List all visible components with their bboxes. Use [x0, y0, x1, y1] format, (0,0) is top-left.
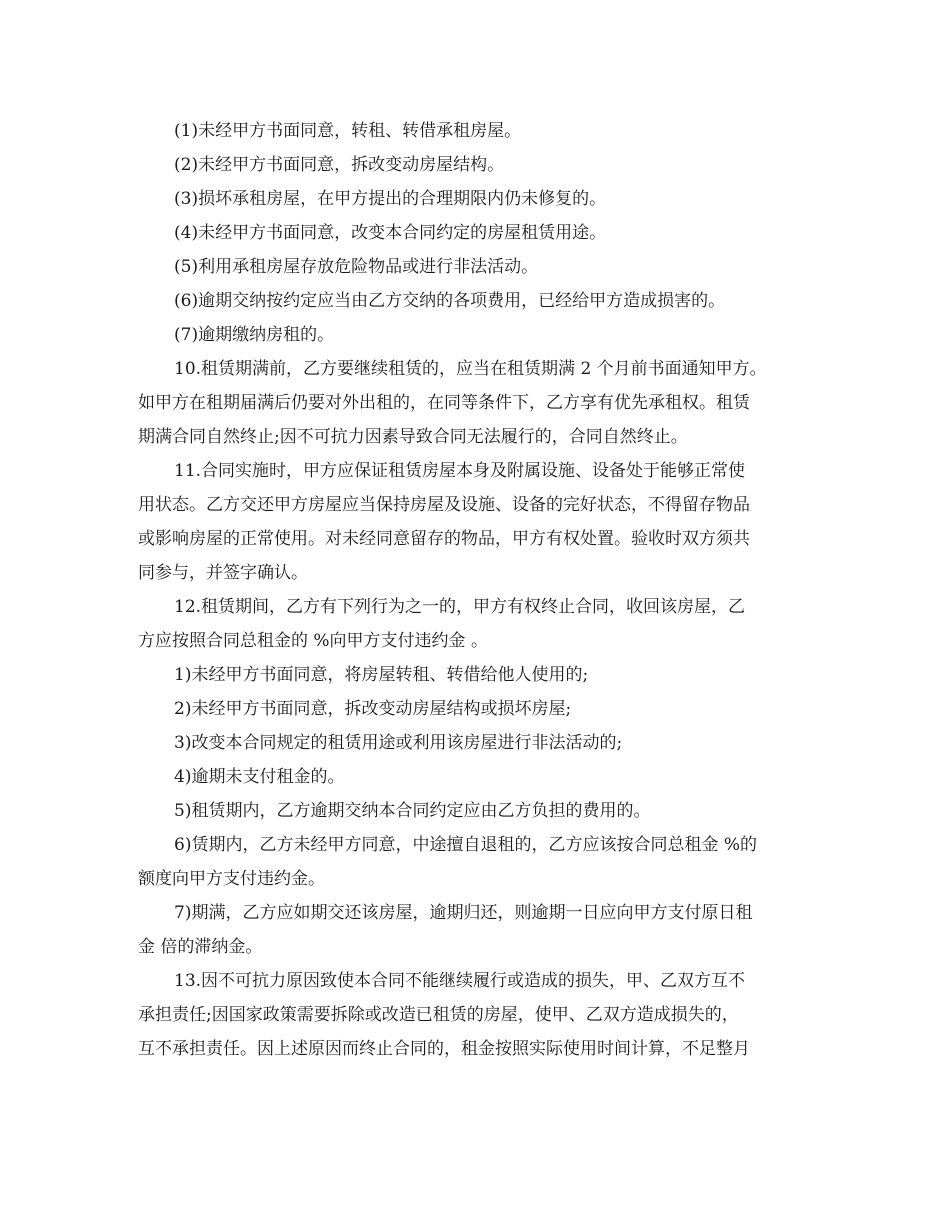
text-line: (4)未经甲方书面同意，改变本合同约定的房屋租赁用途。 [174, 223, 607, 243]
text-line: 1)未经甲方书面同意，将房屋转租、转借给他人使用的; [174, 665, 589, 685]
text-line: 或影响房屋的正常使用。对未经同意留存的物品，甲方有权处置。验收时双方须共 [138, 529, 750, 549]
text-line: 同参与，并签字确认。 [138, 563, 308, 583]
text-line: 用状态。乙方交还甲方房屋应当保持房屋及设施、设备的完好状态，不得留存物品 [138, 495, 750, 515]
text-line: (5)利用承租房屋存放危险物品或进行非法活动。 [174, 257, 539, 277]
text-line: (7)逾期缴纳房租的。 [174, 325, 335, 345]
text-line: 互不承担责任。因上述原因而终止合同的，租金按照实际使用时间计算，不足整月 [138, 1039, 750, 1059]
text-line: 如甲方在租期届满后仍要对外出租的，在同等条件下，乙方享有优先承租权。租赁 [138, 393, 750, 413]
text-line: (2)未经甲方书面同意，拆改变动房屋结构。 [174, 155, 505, 175]
text-line: 方应按照合同总租金的 %向甲方支付违约金 。 [138, 631, 488, 651]
text-line: 承担责任;因国家政策需要拆除或改造已租赁的房屋，使甲、乙双方造成损失的， [138, 1005, 739, 1025]
text-line: (6)逾期交纳按约定应当由乙方交纳的各项费用，已经给甲方造成损害的。 [174, 291, 726, 311]
text-line: (1)未经甲方书面同意，转租、转借承租房屋。 [174, 121, 522, 141]
text-line: 11.合同实施时，甲方应保证租赁房屋本身及附属设施、设备处于能够正常使 [174, 461, 746, 481]
text-line: 期满合同自然终止;因不可抗力因素导致合同无法履行的，合同自然终止。 [138, 427, 688, 447]
text-line: 4)逾期未支付租金的。 [174, 767, 345, 787]
text-line: (3)损坏承租房屋，在甲方提出的合理期限内仍未修复的。 [174, 189, 607, 209]
text-line: 5)租赁期内，乙方逾期交纳本合同约定应由乙方负担的费用的。 [174, 801, 651, 821]
text-line: 13.因不可抗力原因致使本合同不能继续履行或造成的损失，甲、乙双方互不 [174, 971, 746, 991]
text-line: 6)赁期内，乙方未经甲方同意，中途擅自退租的，乙方应该按合同总租金 %的 [174, 835, 758, 855]
text-line: 10.租赁期满前，乙方要继续租赁的，应当在租赁期满 2 个月前书面通知甲方。 [174, 359, 767, 379]
text-line: 12.租赁期间，乙方有下列行为之一的，甲方有权终止合同，收回该房屋，乙 [174, 597, 746, 617]
text-line: 金 倍的滞纳金。 [138, 937, 263, 957]
text-line: 2)未经甲方书面同意，拆改变动房屋结构或损坏房屋; [174, 699, 572, 719]
document-body [138, 114, 828, 1066]
text-line: 额度向甲方支付违约金。 [138, 869, 325, 889]
text-line: 7)期满，乙方应如期交还该房屋，逾期归还，则逾期一日应向甲方支付原日租 [174, 903, 753, 923]
text-line: 3)改变本合同规定的租赁用途或利用该房屋进行非法活动的; [174, 733, 623, 753]
